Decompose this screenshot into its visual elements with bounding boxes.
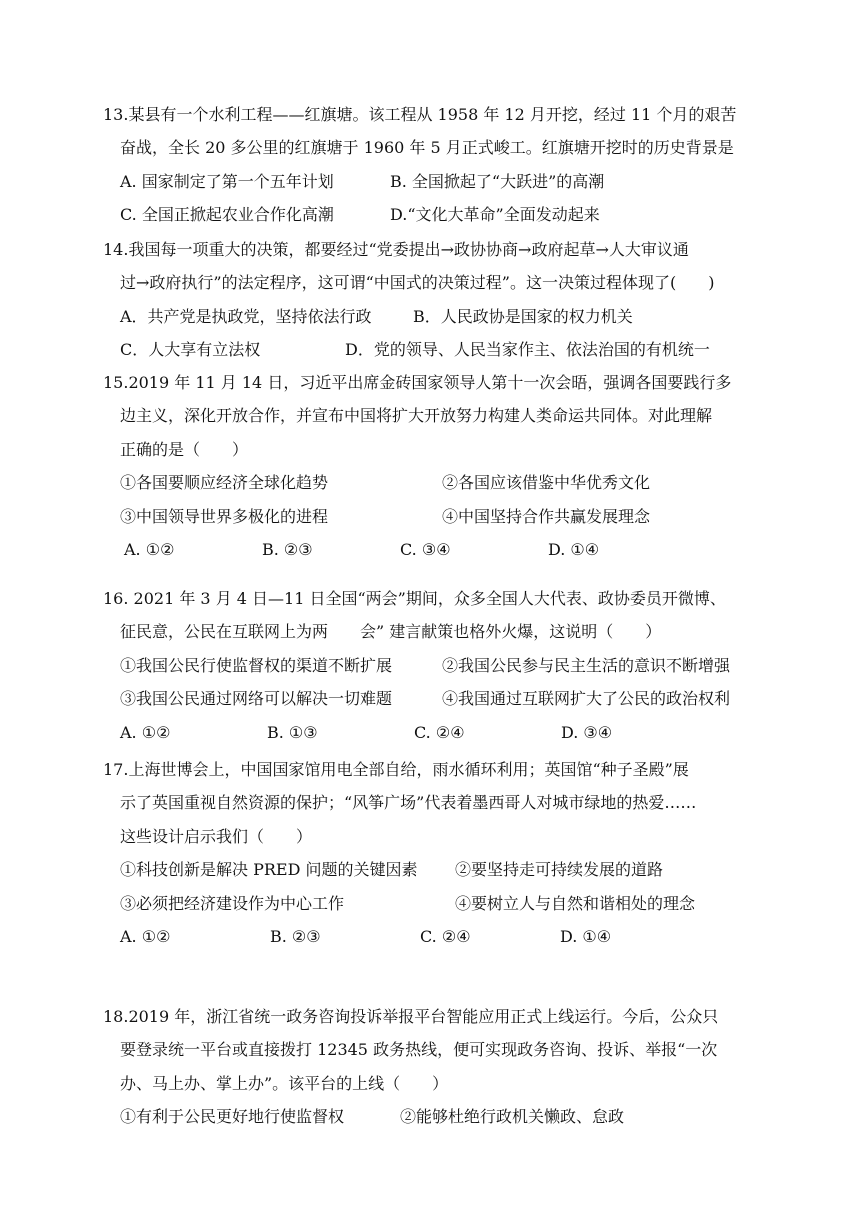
option-d[interactable]: D.“文化大革命”全面发动起来 [390,205,600,225]
question-16-items-row-2 [103,682,763,715]
question-18-stem-line-3: 办、马上办、掌上办”。该平台的上线（ ） [120,1073,449,1093]
option-c[interactable]: C．人大享有立法权 [120,340,261,360]
option-a[interactable]: A. 国家制定了第一个五年计划 [120,171,334,191]
question-15-stem-line-1: 15.2019 年 11 月 14 日，习近平出席金砖国家领导人第十一次会晤，强调各国要践行多 [103,373,732,392]
question-17-choices [103,920,763,953]
question-18-stem-line-2: 要登录统一平台或直接拨打 12345 政务热线，便可实现政务咨询、投诉、举报“一次 [120,1040,718,1060]
statement-1: ①我国公民行使监督权的渠道不断扩展 [120,655,393,675]
question-17-stem-line-2: 示了英国重视自然资源的保护；“风筝广场”代表着墨西哥人对城市绿地的热爱…… [120,793,697,813]
question-16-choices [103,716,763,749]
question-15-choices [103,533,763,566]
option-d[interactable]: D．党的领导、人民当家作主、依法治国的有机统一 [345,340,710,360]
option-c[interactable]: C. 全国正掀起农业合作化高潮 [120,205,334,225]
question-17-stem-line-1: 17.上海世博会上，中国国家馆用电全部自给，雨水循环利用；英国馆“种子圣殿”展 [103,760,689,779]
option-b[interactable]: B. 全国掀起了“大跃进”的高潮 [390,171,605,191]
statement-2: ②要坚持走可持续发展的道路 [455,860,664,880]
choice-c[interactable]: C. ②④ [414,722,465,742]
question-15 [103,366,763,566]
question-13-stem-line-1: 13.某县有一个水利工程——红旗塘。该工程从 1958 年 12 月开挖，经过 11 个月的艰苦 [103,105,737,124]
question-17-stem-line-3: 这些设计启示我们（ ） [120,826,313,846]
question-16-stem-line-1: 16. 2021 年 3 月 4 日—11 日全国“两会”期间，众多全国人大代表、政协委员开微博、 [103,589,726,608]
question-14-stem-line-2: 过→政府执行”的法定程序，这可谓“中国式的决策过程”。这一决策过程体现了( ) [120,273,715,293]
statement-2: ②我国公民参与民主生活的意识不断增强 [442,655,731,675]
statement-3: ③我国公民通过网络可以解决一切难题 [120,689,393,709]
question-14-stem-line-1: 14.我国每一项重大的决策，都要经过“党委提出→政协协商→政府起草→人大审议通 [103,240,689,259]
question-15-stem-line-3: 正确的是（ ） [120,439,249,459]
statement-4: ④我国通过互联网扩大了公民的政治权利 [442,689,731,709]
choice-d[interactable]: D. ①④ [548,539,600,559]
question-18-stem-line-1: 18.2019 年，浙江省统一政务咨询投诉举报平台智能应用正式上线运行。今后，公众只 [103,1007,719,1026]
question-13 [103,98,763,232]
choice-c[interactable]: C. ②④ [420,926,471,946]
statement-3: ③中国领导世界多极化的进程 [120,506,329,526]
choice-b[interactable]: B. ②③ [262,539,313,559]
statement-2: ②各国应该借鉴中华优秀文化 [442,473,651,493]
question-17-items-row-1 [103,853,763,886]
question-16 [103,582,763,749]
choice-d[interactable]: D. ③④ [561,722,613,742]
question-15-stem-line-2: 边主义，深化开放合作，并宣布中国将扩大开放努力构建人类命运共同体。对此理解 [120,406,713,426]
question-13-stem-line-2: 奋战，全长 20 多公里的红旗塘于 1960 年 5 月正式峻工。红旗塘开挖时的历史背景是 [120,138,734,158]
statement-1: ①有利于公民更好地行使监督权 [120,1107,345,1127]
statement-1: ①科技创新是解决 PRED 问题的关键因素 [120,860,418,880]
statement-3: ③必须把经济建设作为中心工作 [120,893,345,913]
statement-1: ①各国要顺应经济全球化趋势 [120,473,329,493]
question-18 [103,1000,763,1134]
choice-a[interactable]: A. ①② [120,926,171,946]
choice-a[interactable]: A. ①② [124,539,175,559]
statement-2: ②能够杜绝行政机关懒政、怠政 [400,1107,625,1127]
choice-b[interactable]: B. ②③ [270,926,321,946]
option-b[interactable]: B．人民政协是国家的权力机关 [413,306,633,326]
question-13-options-row-2 [103,198,763,231]
question-14 [103,233,763,367]
choice-a[interactable]: A. ①② [120,722,171,742]
question-15-items-row-1 [103,466,763,499]
choice-c[interactable]: C. ③④ [400,539,451,559]
question-16-items-row-1 [103,649,763,682]
choice-d[interactable]: D. ①④ [560,926,612,946]
question-14-options-row-2 [103,333,763,366]
question-15-items-row-2 [103,500,763,533]
question-18-items-row-1 [103,1100,763,1133]
question-14-options-row-1 [103,300,763,333]
question-17-items-row-2 [103,887,763,920]
statement-4: ④要树立人与自然和谐相处的理念 [455,893,696,913]
question-17 [103,753,763,953]
statement-4: ④中国坚持合作共赢发展理念 [442,506,651,526]
option-a[interactable]: A．共产党是执政党，坚持依法行政 [120,306,372,326]
choice-b[interactable]: B. ①③ [267,722,318,742]
question-16-stem-line-2: 征民意，公民在互联网上为两 会” 建言献策也格外火爆，这说明（ ） [120,622,662,642]
question-13-options-row-1 [103,165,763,198]
